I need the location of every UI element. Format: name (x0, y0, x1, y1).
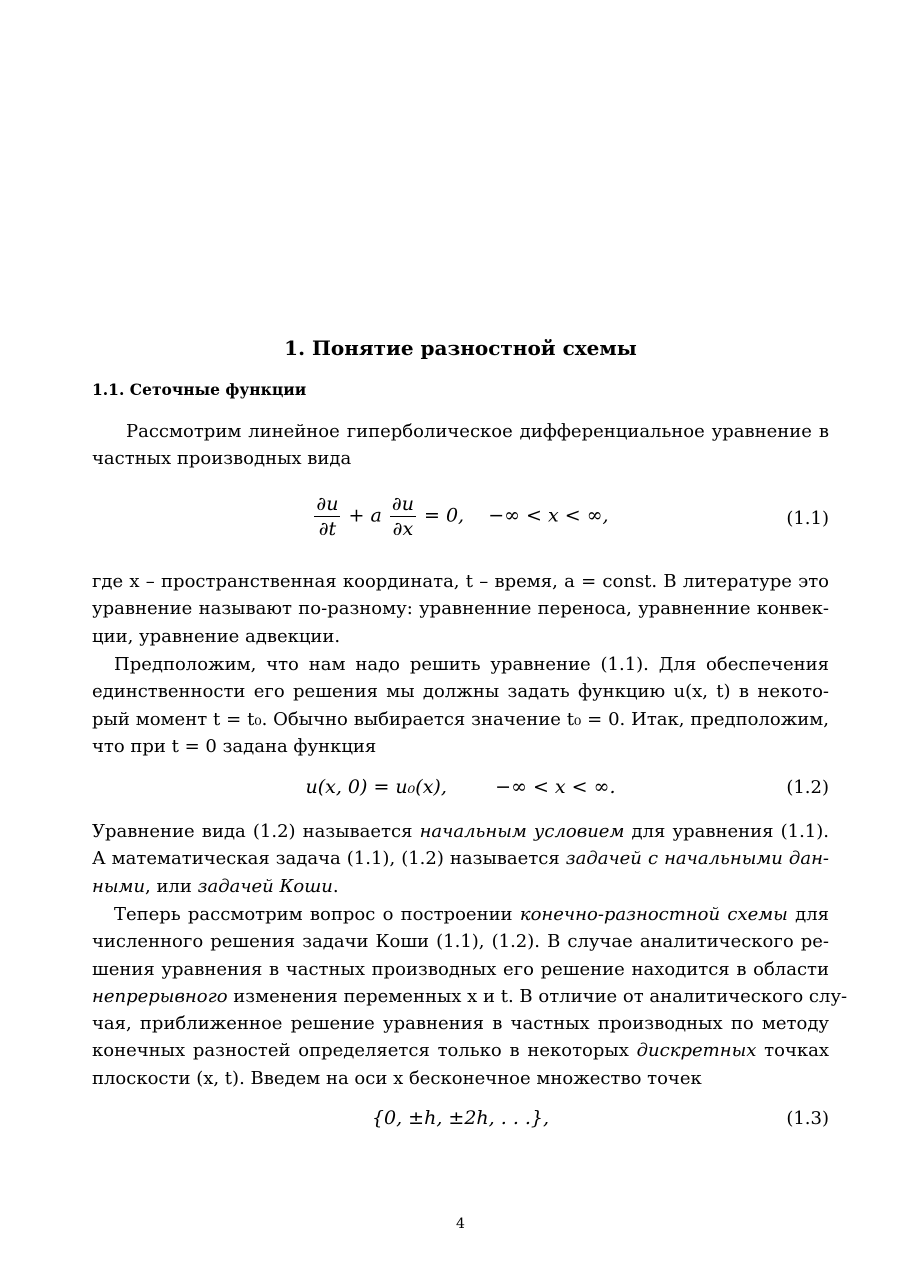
equation-1-1: $\frac{\partial u}{\partial t}$ + a $\frac{\partial u}{\partial x}$ = 0, −∞ < x < ∞, (1.1) (316, 493, 829, 540)
text-line: частных производных вида (92, 448, 352, 470)
text-line: Предположим, что нам надо решить уравнение (1.1). Для обеспечения (114, 654, 829, 675)
text-line: шения уравнения в частных производных его решение находится в области (92, 958, 829, 980)
document-page (92, 0, 848, 1286)
text-line: где x – пространственная координата, t – время, a = const. В литературе это (92, 571, 829, 592)
equation-number: (1.2) (786, 777, 829, 798)
text-line: конечных разностей определяется только в некоторых дискретных точках (92, 1040, 829, 1062)
fraction: $\frac{\partial u}{\partial x}$ (391, 493, 414, 540)
equation-number: (1.1) (786, 508, 829, 529)
text-line: численного решения задачи Коши (1.1), (1.2). В случае аналитического ре- (92, 931, 829, 953)
paragraph-3 (92, 651, 829, 760)
text-line: Рассмотрим линейное гиперболическое дифференциальное уравнение в (126, 421, 829, 442)
paragraph-4 (92, 818, 829, 900)
text-line: А математическая задача (1.1), (1.2) называется задачей с начальными дан- (92, 848, 830, 870)
fraction: $\frac{\partial u}{\partial t}$ (316, 493, 339, 540)
section-title: 1.1. Сеточные функции (92, 380, 307, 399)
paragraph-1 (92, 418, 829, 473)
text-line: непрерывного изменения переменных x и t. В отличие от аналитического слу- (92, 985, 848, 1007)
paragraph-2 (92, 568, 829, 650)
text-line: ции, уравнение адвекции. (92, 625, 341, 647)
text-line: уравнение называют по-разному: уравненние переноса, уравненние конвек- (92, 598, 829, 620)
text-line: ными, или задачей Коши. (92, 875, 339, 897)
text-line: чая, приближенное решение уравнения в частных производных по методу (92, 1013, 829, 1035)
chapter-title: 1. Понятие разностной схемы (284, 336, 637, 360)
text-line: единственности его решения мы должны задать функцию u(x, t) в некото- (92, 681, 829, 703)
paragraph-5 (92, 901, 848, 1092)
equation-1-3: {0, ±h, ±2h, . . .}, (1.3) (371, 1107, 829, 1129)
text-line: Теперь рассмотрим вопрос о построении конечно-разностной схемы для (114, 904, 829, 925)
text-line: Уравнение вида (1.2) называется начальным условием для уравнения (1.1). (92, 821, 829, 842)
text-line: что при t = 0 задана функция (92, 735, 377, 757)
equation-1-2: u(x, 0) = u₀(x), −∞ < x < ∞. (1.2) (305, 776, 829, 798)
page-number: 4 (456, 1216, 465, 1232)
equation-number: (1.3) (786, 1108, 829, 1129)
text-line: плоскости (x, t). Введем на оси x бесконечное множество точек (92, 1067, 702, 1089)
text-line: рый момент t = t₀. Обычно выбирается значение t₀ = 0. Итак, предположим, (92, 708, 829, 730)
